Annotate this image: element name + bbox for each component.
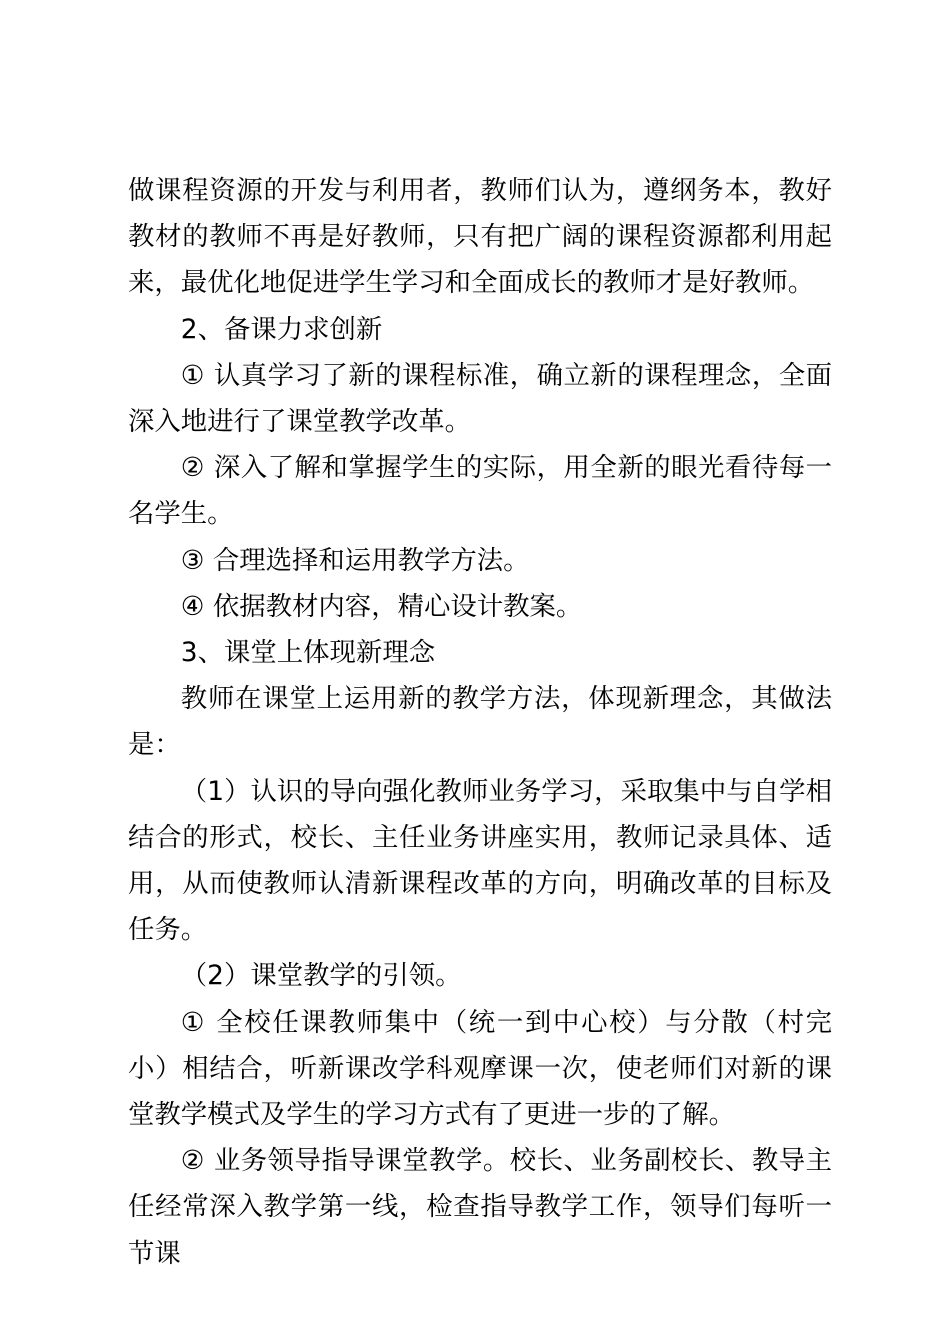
document-body bbox=[128, 168, 832, 1277]
subsection-1: （1）认识的导向强化教师业务学习，采取集中与自学相结合的形式，校长、主任业务讲座实用，教师记录具体、适用，从而使教师认清新课程改革的方向，明确改革的目标及任务。 bbox=[128, 775, 832, 946]
list-item-4: ④ 依据教材内容，精心设计教案。 bbox=[180, 590, 583, 622]
paragraph-1: 做课程资源的开发与利用者，教师们认为，遵纲务本，教好教材的教师不再是好教师，只有把广阔的课程资源都利用起来，最优化地促进学生学习和全面成长的教师才是好教师。 bbox=[128, 175, 832, 299]
subsection-2-heading: （2）课堂教学的引领。 bbox=[180, 960, 462, 992]
section-heading-3: 3、课堂上体现新理念 bbox=[180, 637, 436, 669]
paragraph-intro: 教师在课堂上运用新的教学方法，体现新理念，其做法是： bbox=[128, 683, 832, 761]
sub-list-item-1: ① 全校任课教师集中（统一到中心校）与分散（村完小）相结合，听新课改学科观摩课一次，使老师们对新的课堂教学模式及学生的学习方式有了更进一步的了解。 bbox=[128, 1006, 832, 1131]
list-item-2: ② 深入了解和掌握学生的实际，用全新的眼光看待每一名学生。 bbox=[128, 452, 832, 530]
list-item-1: ① 认真学习了新的课程标准，确立新的课程理念，全面深入地进行了课堂教学改革。 bbox=[128, 359, 832, 438]
sub-list-item-2: ② 业务领导指导课堂教学。校长、业务副校长、教导主任经常深入教学第一线，检查指导教学工作，领导们每听一节课 bbox=[128, 1145, 832, 1269]
section-heading-2: 2、备课力求创新 bbox=[180, 313, 383, 345]
list-item-3: ③ 合理选择和运用教学方法。 bbox=[180, 544, 530, 576]
